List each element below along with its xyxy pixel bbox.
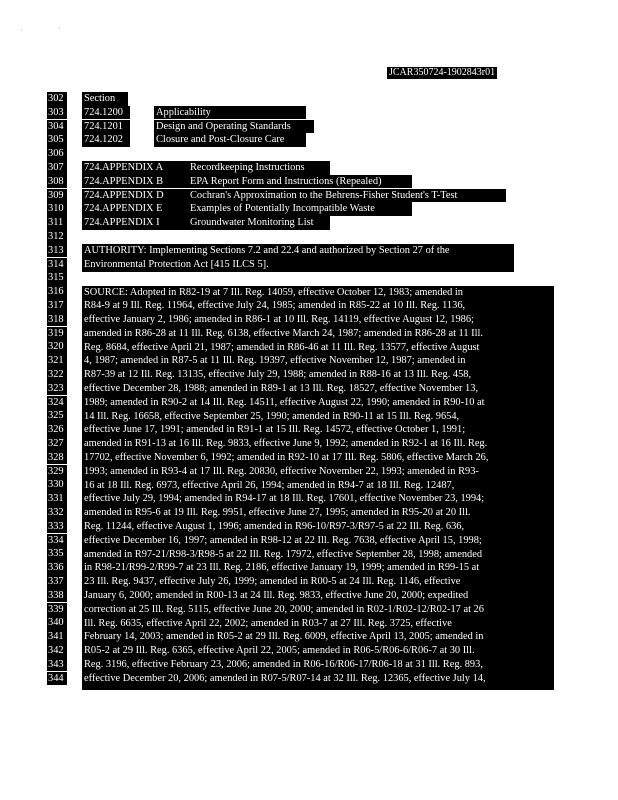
line-number: 343	[47, 658, 67, 672]
line-number: 329	[47, 465, 67, 479]
line-number: 323	[47, 382, 67, 396]
source-line: 16 at 18 Ill. Reg. 6973, effective April 26, 1994; amended in R94-7 at 18 Ill. Reg. 12487,	[84, 479, 455, 491]
line-number: 338	[47, 589, 67, 603]
section-title: Applicability	[154, 106, 306, 120]
authority-line: AUTHORITY: Implementing Sections 7.2 and 22.4 and authorized by Section 27 of the	[84, 245, 450, 256]
line-number: 337	[47, 575, 67, 589]
line-number: 309	[47, 189, 67, 203]
source-line: amended in R91-13 at 16 Ill. Reg. 9833, effective June 9, 1992; amended in R92-1 at 16 Ill. Reg.	[84, 438, 488, 450]
line-number: 312	[47, 230, 67, 244]
source-line: January 6, 2000; amended in R00-13 at 24 Ill. Reg. 9833, effective June 20, 2000; expedited	[84, 590, 469, 602]
source-line: 14 Ill. Reg. 16658, effective September 25, 1990; amended in R90-11 at 15 Ill. Reg. 9654,	[84, 410, 460, 422]
section-number: 724.1201	[82, 120, 130, 134]
source-line: Reg. 3196, effective February 23, 2006; amended in R06-16/R06-17/R06-18 at 31 Ill. Reg. 893,	[84, 659, 483, 671]
appendix-number: 724.APPENDIX E	[82, 202, 190, 216]
appendix-title: EPA Report Form and Instructions (Repealed)	[188, 175, 412, 189]
line-number: 332	[47, 506, 67, 520]
line-number: 334	[47, 534, 67, 548]
toc-heading: Section	[82, 92, 128, 106]
section-number: 724.1200	[82, 106, 130, 120]
line-number: 307	[47, 161, 67, 175]
source-line: in R98-21/R99-2/R99-7 at 23 Ill. Reg. 2186, effective January 19, 1999; amended in R99-15 at	[84, 562, 480, 574]
source-line: effective June 17, 1991; amended in R91-1 at 15 Ill. Reg. 14572, effective October 1, 1991;	[84, 424, 466, 436]
line-number: 317	[47, 299, 67, 313]
appendix-title: Recordkeeping Instructions	[188, 161, 330, 175]
line-number: 313	[47, 244, 67, 258]
appendix-number: 724.APPENDIX A	[82, 161, 190, 175]
line-number: 327	[47, 437, 67, 451]
scan-speck: ·	[58, 24, 61, 33]
line-number: 339	[47, 603, 67, 617]
line-number: 308	[47, 175, 67, 189]
scan-speck: ·	[20, 26, 23, 35]
appendix-title: Groundwater Monitoring List	[188, 216, 330, 230]
line-number: 306	[47, 147, 67, 161]
line-number: 318	[47, 313, 67, 327]
line-number: 324	[47, 396, 67, 410]
appendix-number: 724.APPENDIX B	[82, 175, 190, 189]
line-number: 316	[47, 285, 67, 299]
line-number: 320	[47, 340, 67, 354]
source-line: 1989; amended in R90-2 at 14 Ill. Reg. 14511, effective August 22, 1990; amended in R90-10 at	[84, 396, 485, 408]
line-number: 331	[47, 492, 67, 506]
section-number: 724.1202	[82, 133, 130, 147]
source-line: SOURCE: Adopted in R82-19 at 7 Ill. Reg. 14059, effective October 12, 1983; amended in	[84, 286, 464, 298]
line-number: 341	[47, 630, 67, 644]
section-title: Closure and Post-Closure Care	[154, 133, 306, 147]
document-id: JCAR350724-1902843r01	[389, 67, 496, 78]
source-line: Ill. Reg. 6635, effective April 22, 2002; amended in R03-7 at 27 Ill. Reg. 3725, effective	[84, 617, 452, 629]
line-number: 315	[47, 271, 67, 285]
authority-line: Environmental Protection Act [415 ILCS 5].	[84, 258, 269, 270]
line-number: 303	[47, 106, 67, 120]
source-line: February 14, 2003; amended in R05-2 at 29 Ill. Reg. 6009, effective April 13, 2005; amended in	[84, 631, 484, 643]
source-line: amended in R97-21/R98-3/R98-5 at 22 Ill. Reg. 17972, effective September 28, 1998; amended	[84, 548, 483, 560]
line-number: 311	[47, 216, 67, 230]
line-number: 340	[47, 616, 67, 630]
source-line: amended in R95-6 at 19 Ill. Reg. 9951, effective June 27, 1995; amended in R95-20 at 20 Ill.	[84, 507, 471, 519]
source-line: 23 Ill. Reg. 9437, effective July 26, 1999; amended in R00-5 at 24 Ill. Reg. 1146, effective	[84, 576, 461, 588]
line-number: 321	[47, 354, 67, 368]
source-line: Reg. 11244, effective August 1, 1996; amended in R96-10/R97-3/R97-5 at 22 Ill. Reg. 636,	[84, 521, 465, 533]
section-title: Design and Operating Standards	[154, 120, 314, 134]
source-line: Reg. 8684, effective April 21, 1987; amended in R86-46 at 11 Ill. Reg. 13577, effective August	[84, 341, 480, 353]
source-line: 17702, effective November 6, 1992; amended in R92-10 at 17 Ill. Reg. 5806, effective March 26,	[84, 452, 489, 464]
line-number: 319	[47, 327, 67, 341]
source-line: effective January 2, 1986; amended in R86-1 at 10 Ill. Reg. 14119, effective August 12, 1986;	[84, 314, 474, 326]
line-number: 326	[47, 423, 67, 437]
line-number: 342	[47, 644, 67, 658]
source-line: correction at 25 Ill. Reg. 5115, effective June 20, 2000; amended in R02-1/R02-12/R02-17 at 26	[84, 603, 484, 615]
line-number: 302	[47, 92, 67, 106]
source-line: R84-9 at 9 Ill. Reg. 11964, effective July 24, 1985; amended in R85-22 at 10 Ill. Reg. 1136,	[84, 300, 466, 312]
source-line: R87-39 at 12 Ill. Reg. 13135, effective July 29, 1988; amended in R88-16 at 13 Ill. Reg. 458,	[84, 369, 472, 381]
source-block	[82, 286, 554, 690]
line-number: 330	[47, 478, 67, 492]
line-number: 328	[47, 451, 67, 465]
appendix-title: Examples of Potentially Incompatible Waste	[188, 202, 412, 216]
source-line: amended in R86-28 at 11 Ill. Reg. 6138, effective March 24, 1987; amended in R86-28 at 11 Ill.	[84, 327, 483, 339]
line-number: 333	[47, 520, 67, 534]
source-line: effective December 20, 2006; amended in R07-5/R07-14 at 32 Ill. Reg. 12365, effective July 14,	[84, 672, 486, 684]
appendix-number: 724.APPENDIX I	[82, 216, 190, 230]
line-number: 310	[47, 202, 67, 216]
source-line: 1993; amended in R93-4 at 17 Ill. Reg. 20830, effective November 22, 1993; amended in R93-	[84, 465, 479, 477]
line-number: 314	[47, 258, 67, 272]
line-number: 304	[47, 120, 67, 134]
line-number: 335	[47, 547, 67, 561]
appendix-number: 724.APPENDIX D	[82, 189, 190, 203]
line-number: 305	[47, 133, 67, 147]
source-line: effective July 29, 1994; amended in R94-17 at 18 Ill. Reg. 17601, effective November 23, 1994;	[84, 493, 485, 505]
line-number: 325	[47, 409, 67, 423]
source-line: effective December 16, 1997; amended in R98-12 at 22 Ill. Reg. 7638, effective April 15, 1998;	[84, 534, 482, 546]
appendix-title: Cochran's Approximation to the Behrens-Fisher Student's T-Test	[188, 189, 506, 203]
source-line: 4, 1987; amended in R87-5 at 11 Ill. Reg. 19397, effective November 12, 1987; amended in	[84, 355, 466, 367]
source-line: effective December 28, 1988; amended in R89-1 at 13 Ill. Reg. 18527, effective November 13,	[84, 383, 479, 395]
line-number: 344	[47, 672, 67, 686]
line-number: 322	[47, 368, 67, 382]
line-number: 336	[47, 561, 67, 575]
authority-block	[82, 244, 514, 272]
source-line: R05-2 at 29 Ill. Reg. 6365, effective April 22, 2005; amended in R06-5/R06-6/R06-7 at 30 Ill.	[84, 645, 475, 657]
